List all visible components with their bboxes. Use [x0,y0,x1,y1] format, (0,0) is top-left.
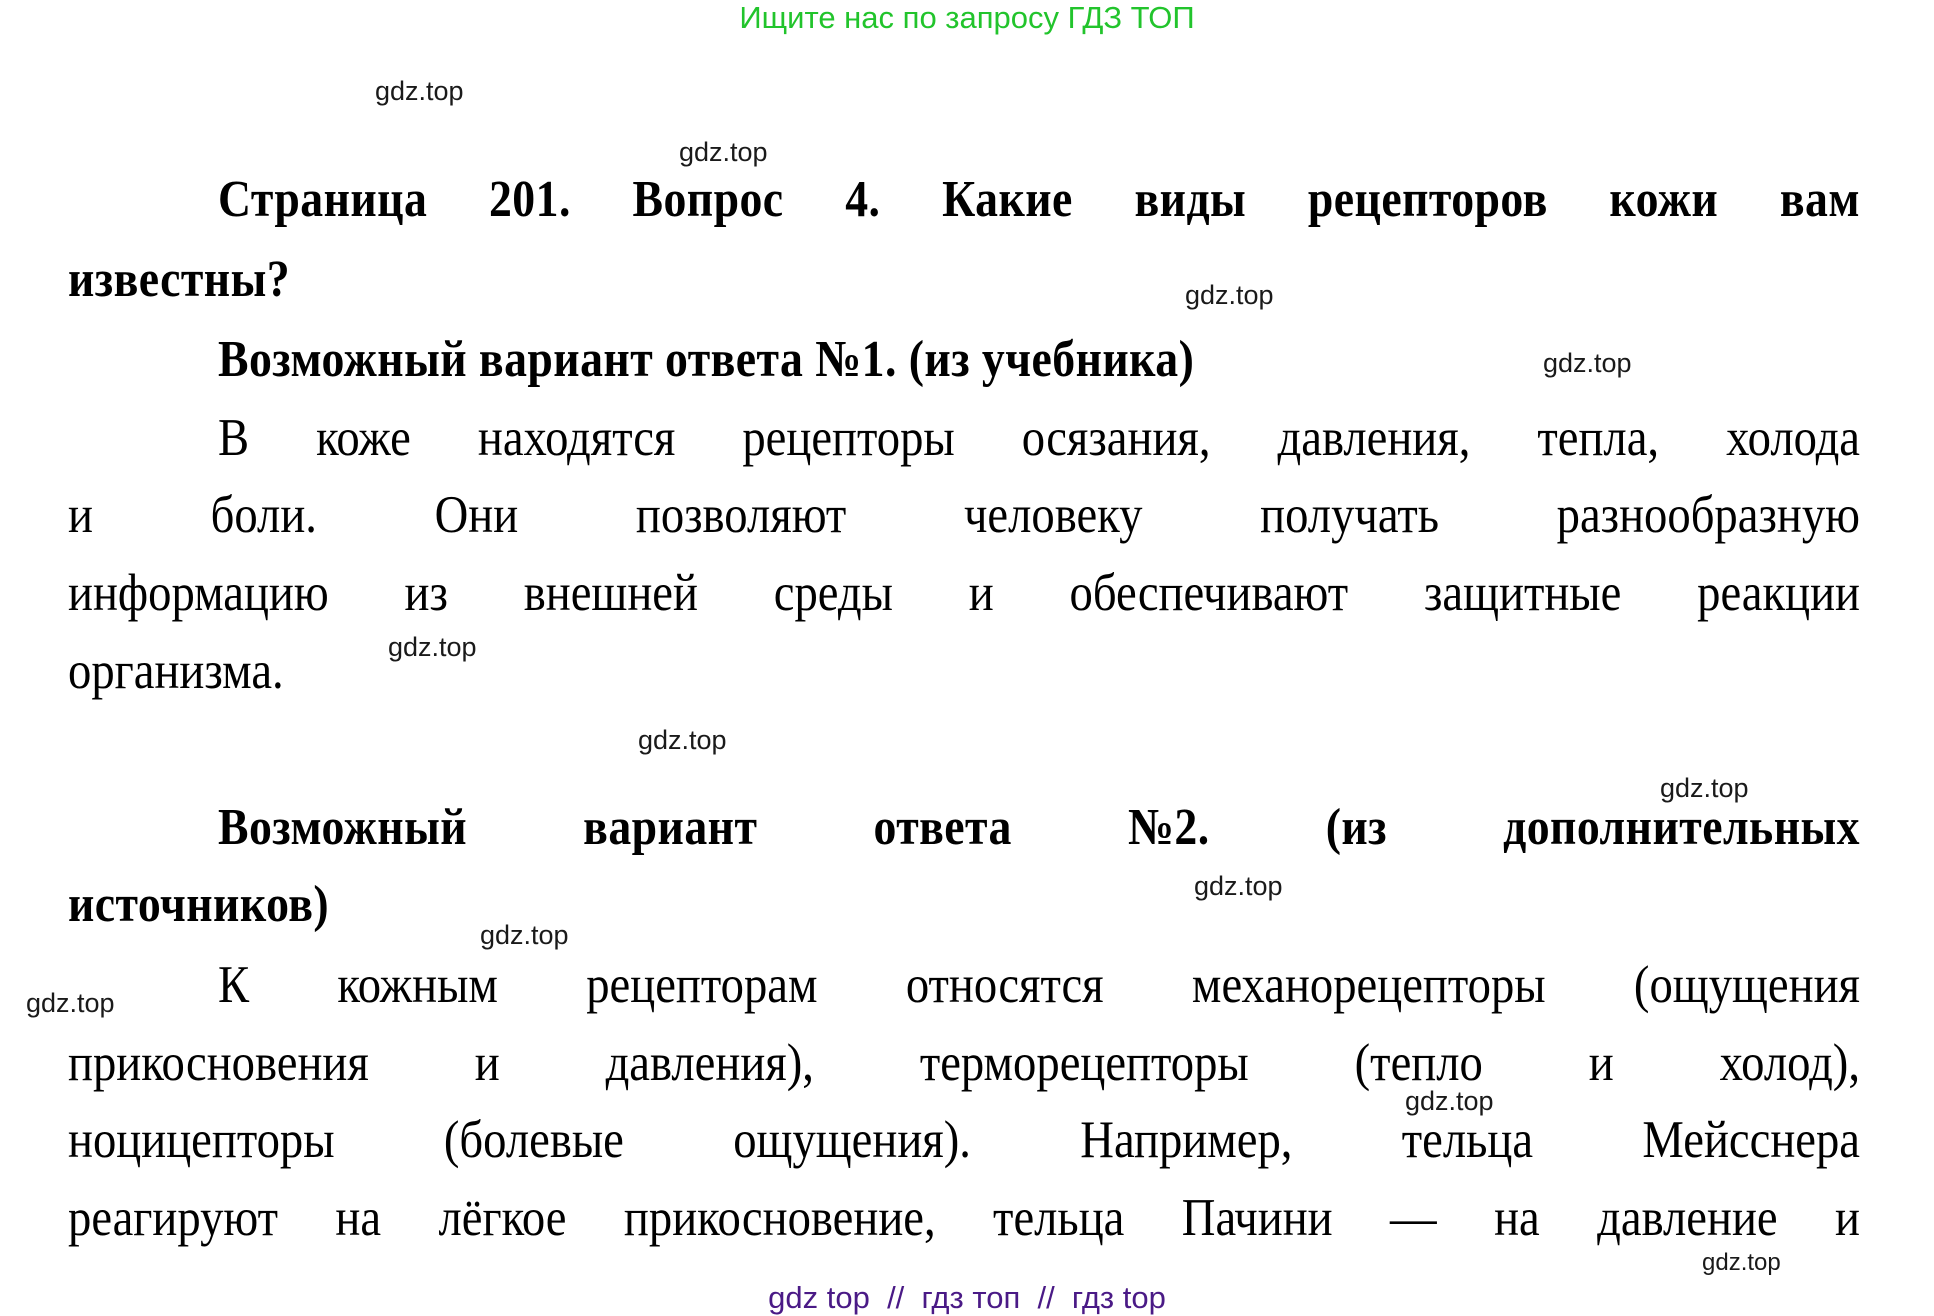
watermark: gdz.top [1543,348,1632,378]
answer1-line-4: организма. [68,642,284,700]
answer1-line-1: В коже находятся рецепторы осязания, давления, тепла, холода [218,409,1860,467]
answer2-line-2: прикосновения и давления), терморецепторы (тепло и холод), [68,1034,1860,1092]
footer-brand: gdz top // гдз топ // гдз top [768,1280,1166,1315]
answer2-line-4: реагируют на лёгкое прикосновение, тельца Пачини — на давление и [68,1189,1860,1247]
question-title-line-1: Страница 201. Вопрос 4. Какие виды рецепторов кожи вам [218,171,1860,228]
search-banner: Ищите нас по запросу ГДЗ ТОП [739,0,1195,35]
watermark: gdz.top [1194,871,1283,901]
watermark: gdz.top [1660,773,1749,803]
watermark: gdz.top [26,988,115,1018]
answer2-heading-line-2: источников) [68,876,330,933]
answer1-heading: Возможный вариант ответа №1. (из учебника) [218,331,1195,388]
watermark: gdz.top [679,137,768,167]
answer1-line-3: информацию из внешней среды и обеспечивают защитные реакции [68,564,1860,622]
watermark: gdz.top [1185,280,1274,310]
answer2-heading-line-1: Возможный вариант ответа №2. (из дополнительных [218,799,1860,856]
answer1-line-2: и боли. Они позволяют человеку получать разнообразную [68,486,1860,544]
watermark: gdz.top [1405,1086,1494,1116]
answer2-line-1: К кожным рецепторам относятся механорецепторы (ощущения [218,956,1861,1014]
watermark: gdz.top [388,632,477,662]
watermark: gdz.top [1702,1249,1781,1276]
watermark: gdz.top [638,725,727,755]
watermark: gdz.top [375,76,464,106]
question-title-line-2: известны? [68,251,291,308]
watermark: gdz.top [480,920,569,950]
answer2-line-3: ноцицепторы (болевые ощущения). Например, тельца Мейсснера [68,1111,1860,1169]
